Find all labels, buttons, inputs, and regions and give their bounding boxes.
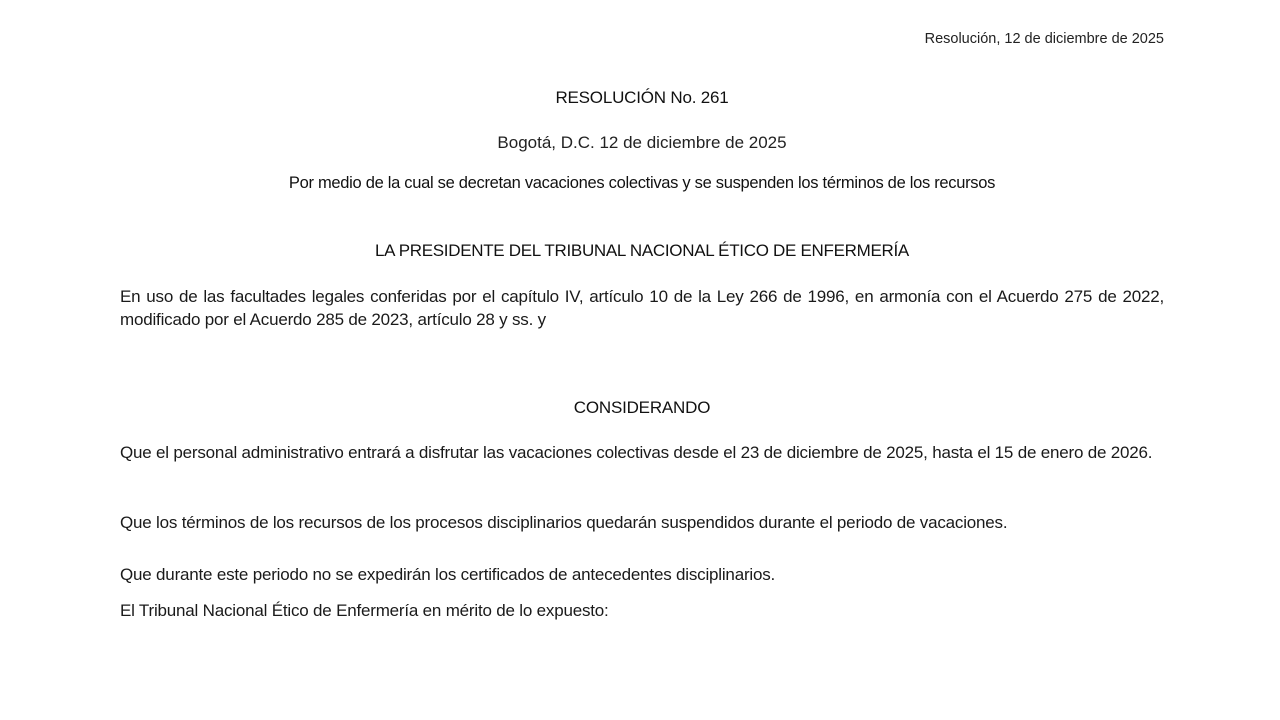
considerando-paragraph-vacations: Que el personal administrativo entrará a disfrutar las vacaciones colectivas desde el 23 de diciembre de 2025, hasta el 15 de enero de 2026. — [120, 443, 1153, 462]
considerando-paragraph-suspension: Que los términos de los recursos de los procesos disciplinarios quedarán suspendidos durante el periodo de vacaciones. — [120, 513, 1008, 532]
preamble-paragraph: En uso de las facultades legales conferidas por el capítulo IV, artículo 10 de la Ley 266 de 1996, en armonía con el Acuerdo 275 de 2022, modificado por el Acuerdo 285 de 2023, artículo 28 y ss. y — [120, 287, 1164, 329]
resolution-title: RESOLUCIÓN No. 261 — [555, 88, 729, 107]
resolution-subject: Por medio de la cual se decretan vacaciones colectivas y se suspenden los términos de los recursos — [288, 174, 996, 192]
considerando-paragraph-certificates: Que durante este periodo no se expedirán los certificados de antecedentes disciplinarios. — [120, 565, 776, 584]
header-date-line: Resolución, 12 de diciembre de 2025 — [924, 31, 1164, 47]
considerando-heading: CONSIDERANDO — [573, 398, 711, 417]
issuing-authority: LA PRESIDENTE DEL TRIBUNAL NACIONAL ÉTICO DE ENFERMERÍA — [375, 241, 909, 260]
closing-paragraph: El Tribunal Nacional Ético de Enfermería en mérito de lo expuesto: — [120, 601, 609, 620]
place-date: Bogotá, D.C. 12 de diciembre de 2025 — [497, 133, 787, 152]
